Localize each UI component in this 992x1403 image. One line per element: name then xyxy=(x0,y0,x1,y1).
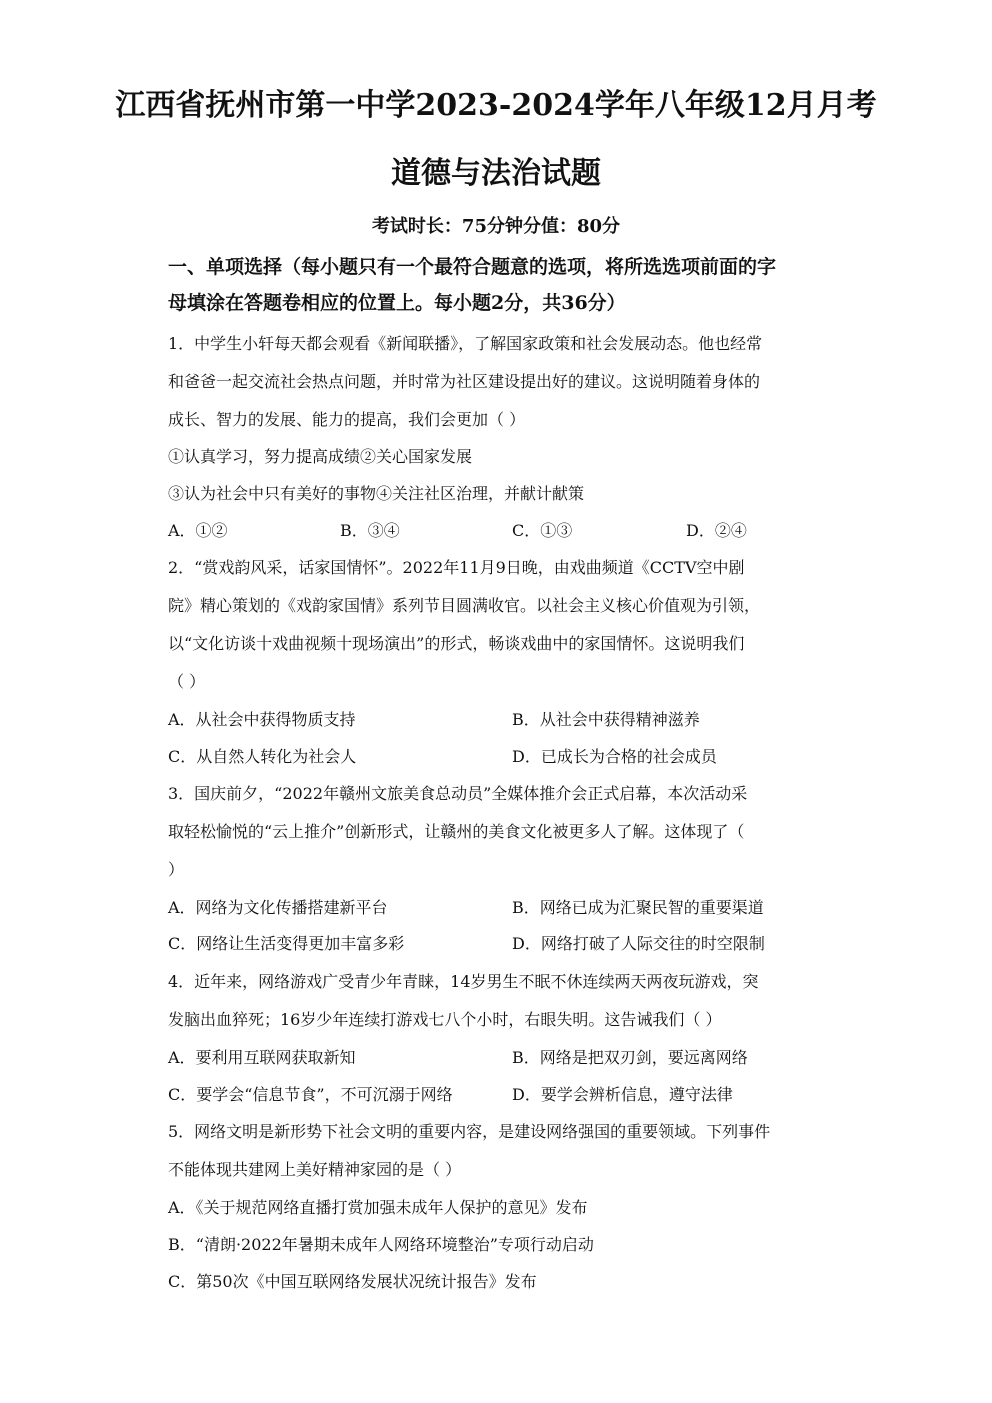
question-text: 发脑出血猝死；16岁少年连续打游戏七八个小时，右眼失明。这告诫我们（ ） xyxy=(168,1010,722,1029)
question-text: ③认为社会中只有美好的事物④关注社区治理，并献计献策 xyxy=(168,484,585,503)
question-text: 5．网络文明是新形势下社会文明的重要内容，是建设网络强国的重要领域。下列事件 xyxy=(168,1122,771,1141)
question-text: 3．国庆前夕，“2022年赣州文旅美食总动员”全媒体推介会正式启幕，本次活动采 xyxy=(168,784,748,803)
section-heading-line1: 一、单项选择（每小题只有一个最符合题意的选项，将所选选项前面的字 xyxy=(168,256,777,278)
option-d: D．②④ xyxy=(686,521,747,540)
question-text: 4．近年来，网络游戏广受青少年青睐，14岁男生不眠不休连续两天两夜玩游戏，突 xyxy=(168,972,759,991)
question-text: 成长、智力的发展、能力的提高，我们会更加（ ） xyxy=(168,410,526,429)
option-a: A．从社会中获得物质支持 xyxy=(168,710,356,729)
option-a: A．网络为文化传播搭建新平台 xyxy=(168,898,388,917)
option-b: B．“清朗·2022年暑期未成年人网络环境整治”专项行动启动 xyxy=(168,1235,594,1254)
section-heading-line2: 母填涂在答题卷相应的位置上。每小题2分，共36分） xyxy=(168,292,626,314)
question-text: 和爸爸一起交流社会热点问题，并时常为社区建设提出好的建议。这说明随着身体的 xyxy=(168,372,761,391)
exam-title-line2: 道德与法治试题 xyxy=(391,156,601,191)
option-a: A．①② xyxy=(168,521,228,540)
option-d: D．要学会辨析信息，遵守法律 xyxy=(512,1085,733,1104)
question-text: 不能体现共建网上美好精神家园的是（ ） xyxy=(168,1160,462,1179)
option-c: C．要学会“信息节食”，不可沉溺于网络 xyxy=(168,1085,453,1104)
option-c: C．网络让生活变得更加丰富多彩 xyxy=(168,934,405,953)
option-b: B．③④ xyxy=(340,521,400,540)
option-a: A．要利用互联网获取新知 xyxy=(168,1048,356,1067)
option-b: B．从社会中获得精神滋养 xyxy=(512,710,700,729)
question-text: （ ） xyxy=(168,672,206,691)
question-text: ①认真学习，努力提高成绩②关心国家发展 xyxy=(168,447,473,466)
question-text: 1．中学生小轩每天都会观看《新闻联播》，了解国家政策和社会发展动态。他也经常 xyxy=(168,334,763,353)
option-c: C．从自然人转化为社会人 xyxy=(168,747,357,766)
option-d: D．网络打破了人际交往的时空限制 xyxy=(512,934,765,953)
option-c: C．①③ xyxy=(512,521,573,540)
option-a: A．《关于规范网络直播打赏加强未成年人保护的意见》发布 xyxy=(168,1198,588,1217)
question-text: 以“文化访谈十戏曲视频十现场演出”的形式，畅谈戏曲中的家国情怀。这说明我们 xyxy=(168,634,745,653)
option-b: B．网络已成为汇聚民智的重要渠道 xyxy=(512,898,764,917)
question-text: 2．“赏戏韵风采，话家国情怀”。2022年11月9日晚，由戏曲频道《CCTV空中剧 xyxy=(168,558,745,577)
option-d: D．已成长为合格的社会成员 xyxy=(512,747,717,766)
option-b: B．网络是把双刃剑，要远离网络 xyxy=(512,1048,748,1067)
question-text: 院》精心策划的《戏韵家国情》系列节目圆满收官。以社会主义核心价值观为引领， xyxy=(168,596,761,615)
question-text: ） xyxy=(168,860,185,879)
exam-title-line1: 江西省抚州市第一中学2023-2024学年八年级12月月考 xyxy=(115,88,877,123)
option-c: C．第50次《中国互联网络发展状况统计报告》发布 xyxy=(168,1272,537,1291)
exam-info: 考试时长：75分钟分值：80分 xyxy=(371,216,621,237)
question-text: 取轻松愉悦的“云上推介”创新形式，让赣州的美食文化被更多人了解。这体现了（ xyxy=(168,822,745,841)
